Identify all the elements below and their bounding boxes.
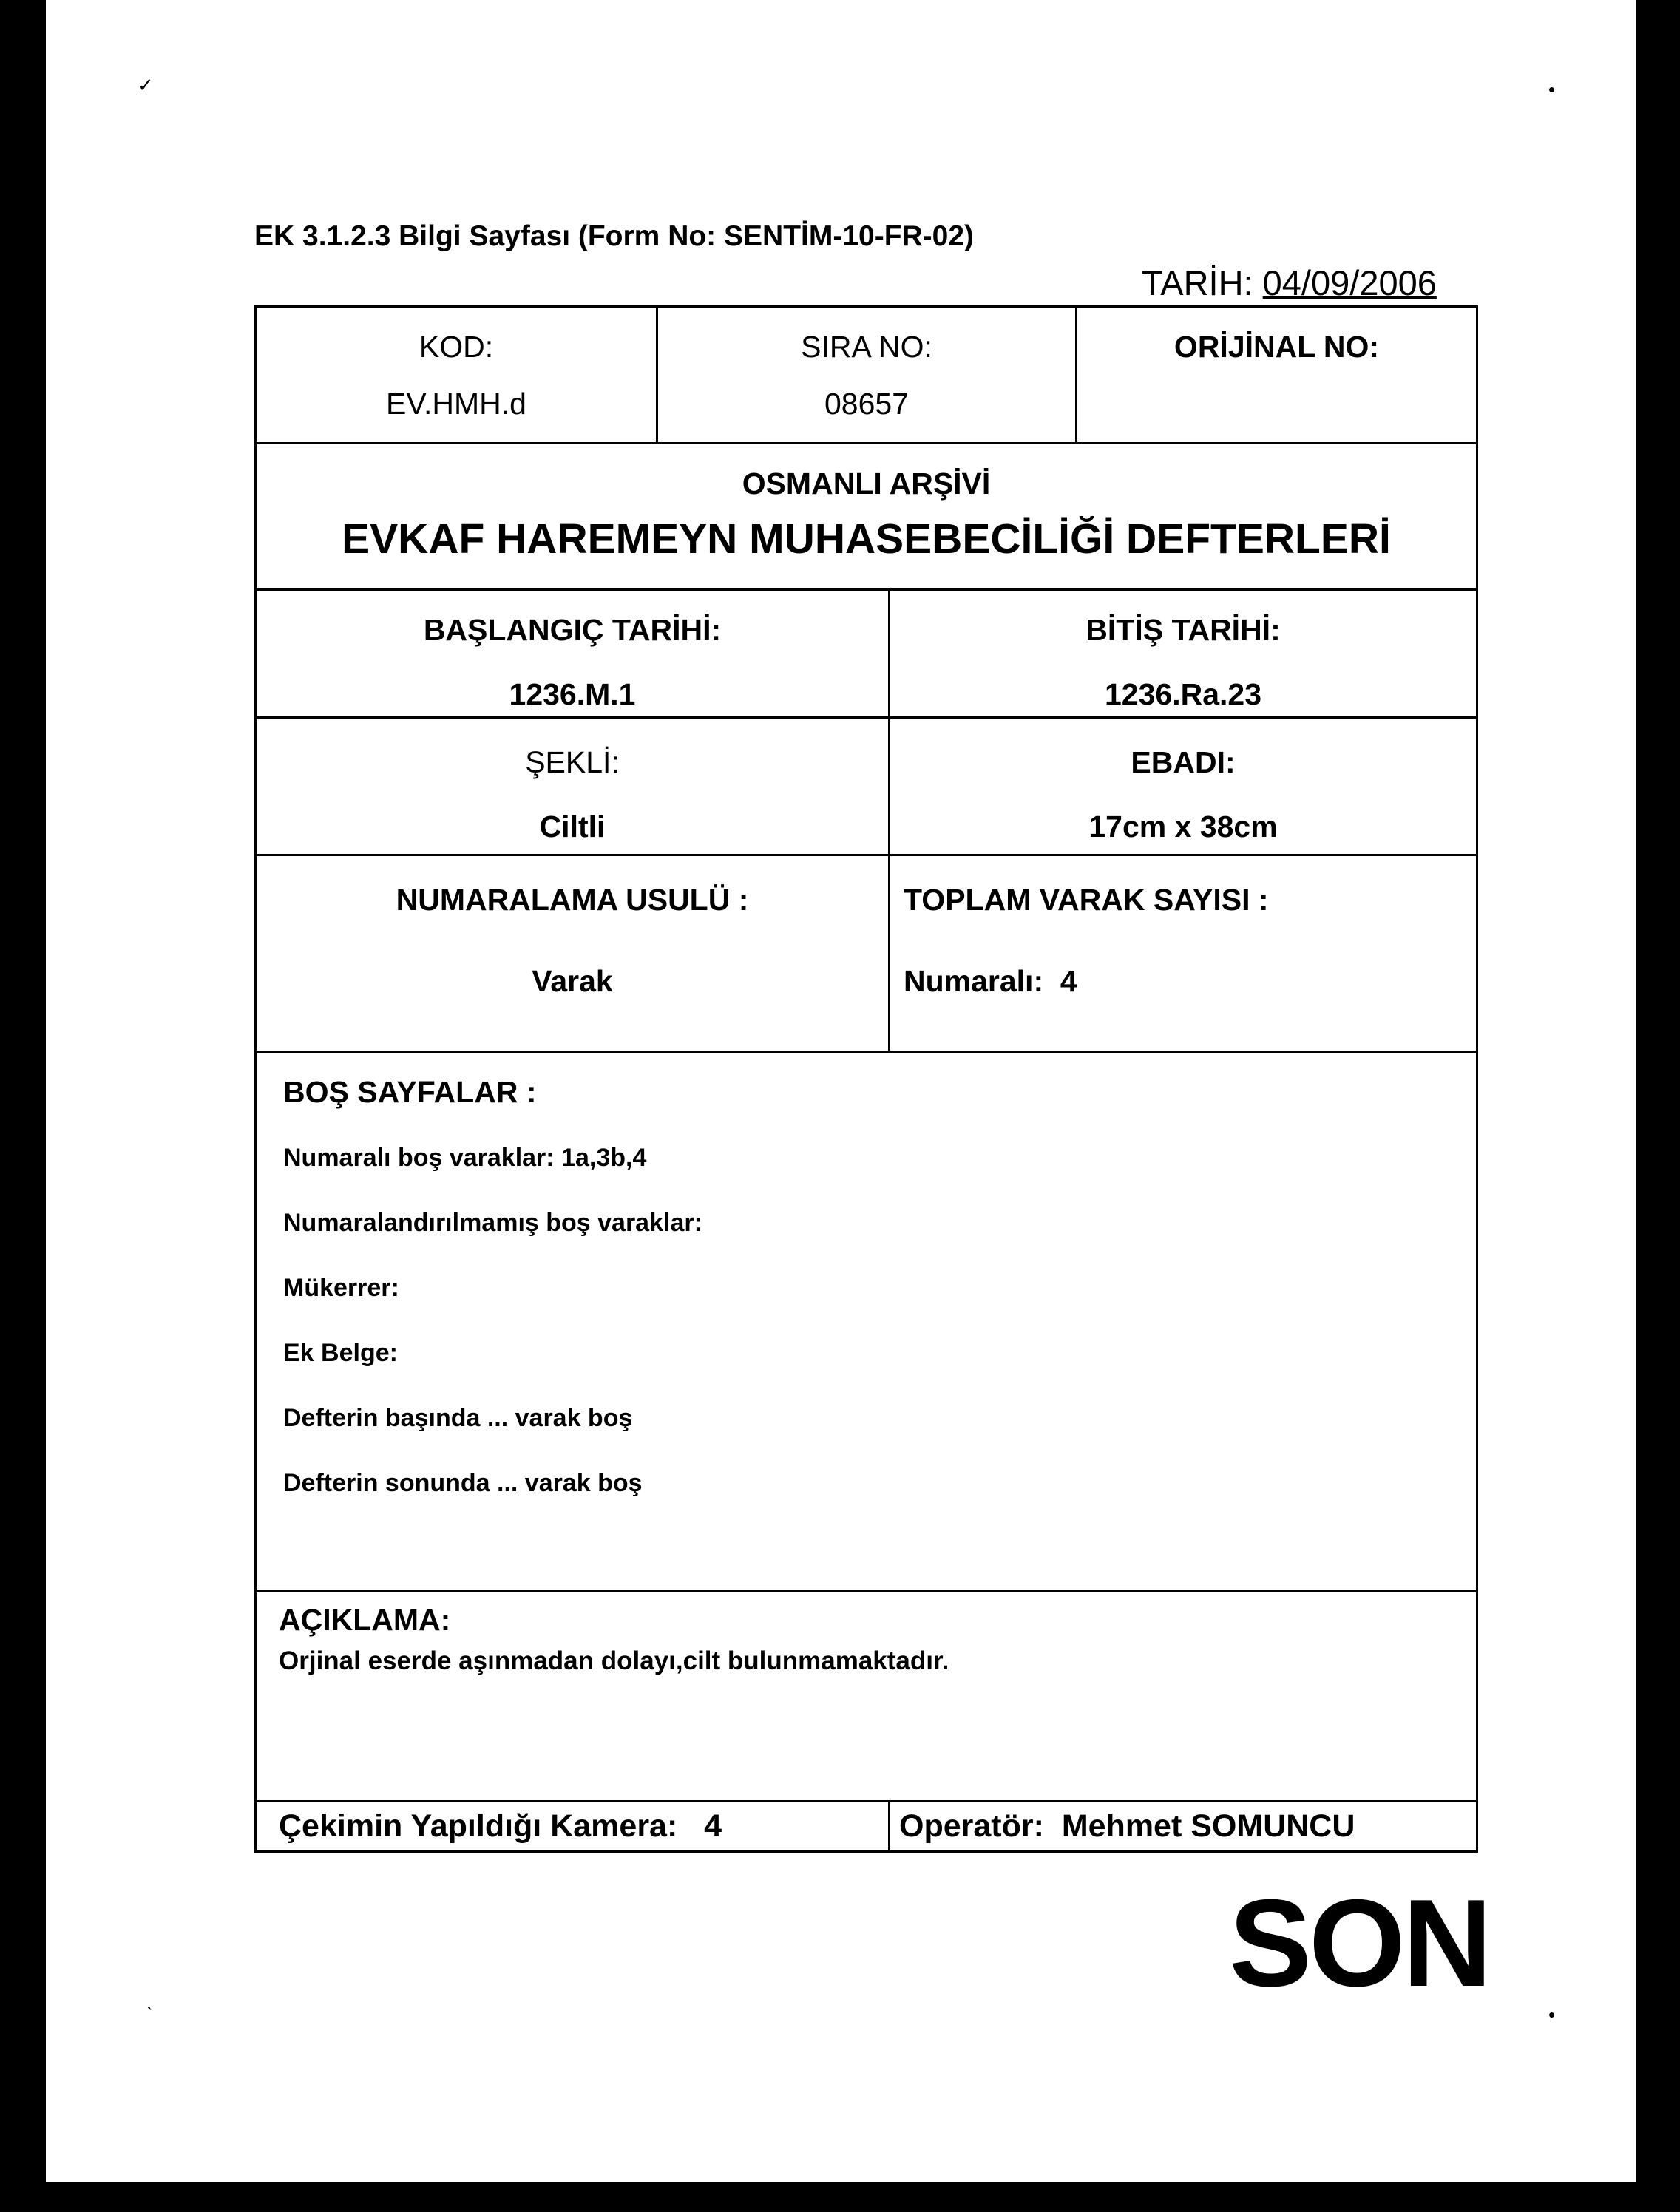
kod-value: EV.HMH.d — [386, 387, 526, 421]
blank-pages-line: Mükerrer: — [283, 1274, 399, 1302]
info-sheet — [254, 305, 1478, 1853]
scan-speck: ✓ — [138, 74, 154, 96]
form-row — [254, 719, 1478, 856]
date-row — [1142, 262, 1437, 303]
scan-edge-bottom — [0, 2182, 1680, 2212]
scan-speck: • — [1548, 2004, 1556, 2026]
blank-pages-line: Numaralandırılmamış boş varaklar: — [283, 1209, 702, 1237]
sekli-cell — [257, 719, 888, 854]
numaralama-label: NUMARALAMA USULÜ : — [396, 883, 749, 917]
sira-no-value: 08657 — [824, 387, 909, 421]
description-title: AÇIKLAMA: — [279, 1603, 451, 1637]
baslangic-label: BAŞLANGIÇ TARİHİ: — [423, 613, 722, 647]
capture-row — [254, 1802, 1478, 1853]
baslangic-cell — [257, 591, 888, 716]
camera-value: 4 — [704, 1808, 722, 1844]
bitis-label: BİTİŞ TARİHİ: — [1085, 613, 1281, 647]
camera-label: Çekimin Yapıldığı Kamera: — [279, 1808, 678, 1844]
orijinal-no-cell — [1075, 308, 1476, 442]
series-title: EVKAF HAREMEYN MUHASEBECİLİĞİ DEFTERLERİ — [342, 515, 1391, 563]
numaralama-cell — [257, 856, 888, 1051]
blank-pages-line: Defterin başında ... varak boş — [283, 1404, 633, 1432]
operator-value: Mehmet SOMUNCU — [1061, 1808, 1355, 1844]
bitis-value: 1236.Ra.23 — [1104, 677, 1261, 711]
blank-pages-title: BOŞ SAYFALAR : — [283, 1075, 537, 1109]
numaralama-value: Varak — [532, 964, 613, 998]
blank-pages-section — [254, 1053, 1478, 1592]
toplam-cell — [888, 856, 1476, 1051]
sekli-value: Ciltli — [539, 810, 606, 844]
date-value: 04/09/2006 — [1262, 263, 1437, 302]
toplam-label: TOPLAM VARAK SAYISI : — [904, 883, 1269, 917]
code-row — [254, 305, 1478, 444]
son-stamp: SON — [1229, 1873, 1490, 2012]
ebadi-label: EBADI: — [1131, 745, 1236, 779]
blank-pages-line: Numaralı boş varaklar: 1a,3b,4 — [283, 1144, 647, 1172]
ebadi-value: 17cm x 38cm — [1088, 810, 1278, 844]
dates-row — [254, 591, 1478, 719]
toplam-count-line — [904, 964, 1476, 999]
numbering-row — [254, 856, 1478, 1053]
archive-row — [254, 444, 1478, 591]
scan-edge-right — [1636, 0, 1680, 2212]
sira-no-cell — [656, 308, 1075, 442]
operator-label: Operatör: — [899, 1808, 1044, 1844]
scan-speck: • — [1548, 78, 1556, 101]
camera-cell — [257, 1802, 888, 1850]
date-label: TARİH: — [1142, 263, 1253, 302]
toplam-value: 4 — [1060, 964, 1077, 998]
form-header: EK 3.1.2.3 Bilgi Sayfası (Form No: SENTİM-10-FR-02) — [254, 220, 975, 252]
orijinal-no-label: ORİJİNAL NO: — [1173, 330, 1380, 364]
description-text: Orjinal eserde aşınmadan dolayı,cilt bulunmamaktadır. — [279, 1646, 949, 1675]
description-section — [254, 1592, 1478, 1802]
archive-name: OSMANLI ARŞİVİ — [742, 467, 991, 501]
scan-speck: ˋ — [146, 2004, 153, 2026]
kod-cell — [257, 308, 656, 442]
scan-edge-left — [0, 0, 46, 2212]
ebadi-cell — [888, 719, 1476, 854]
baslangic-value: 1236.M.1 — [509, 677, 636, 711]
toplam-value-label: Numaralı: — [904, 964, 1044, 998]
sira-no-label: SIRA NO: — [801, 330, 932, 364]
blank-pages-line: Defterin sonunda ... varak boş — [283, 1469, 643, 1497]
kod-label: KOD: — [419, 330, 494, 364]
blank-pages-line: Ek Belge: — [283, 1339, 398, 1367]
operator-cell — [888, 1802, 1476, 1850]
bitis-cell — [888, 591, 1476, 716]
sekli-label: ŞEKLİ: — [525, 745, 620, 779]
